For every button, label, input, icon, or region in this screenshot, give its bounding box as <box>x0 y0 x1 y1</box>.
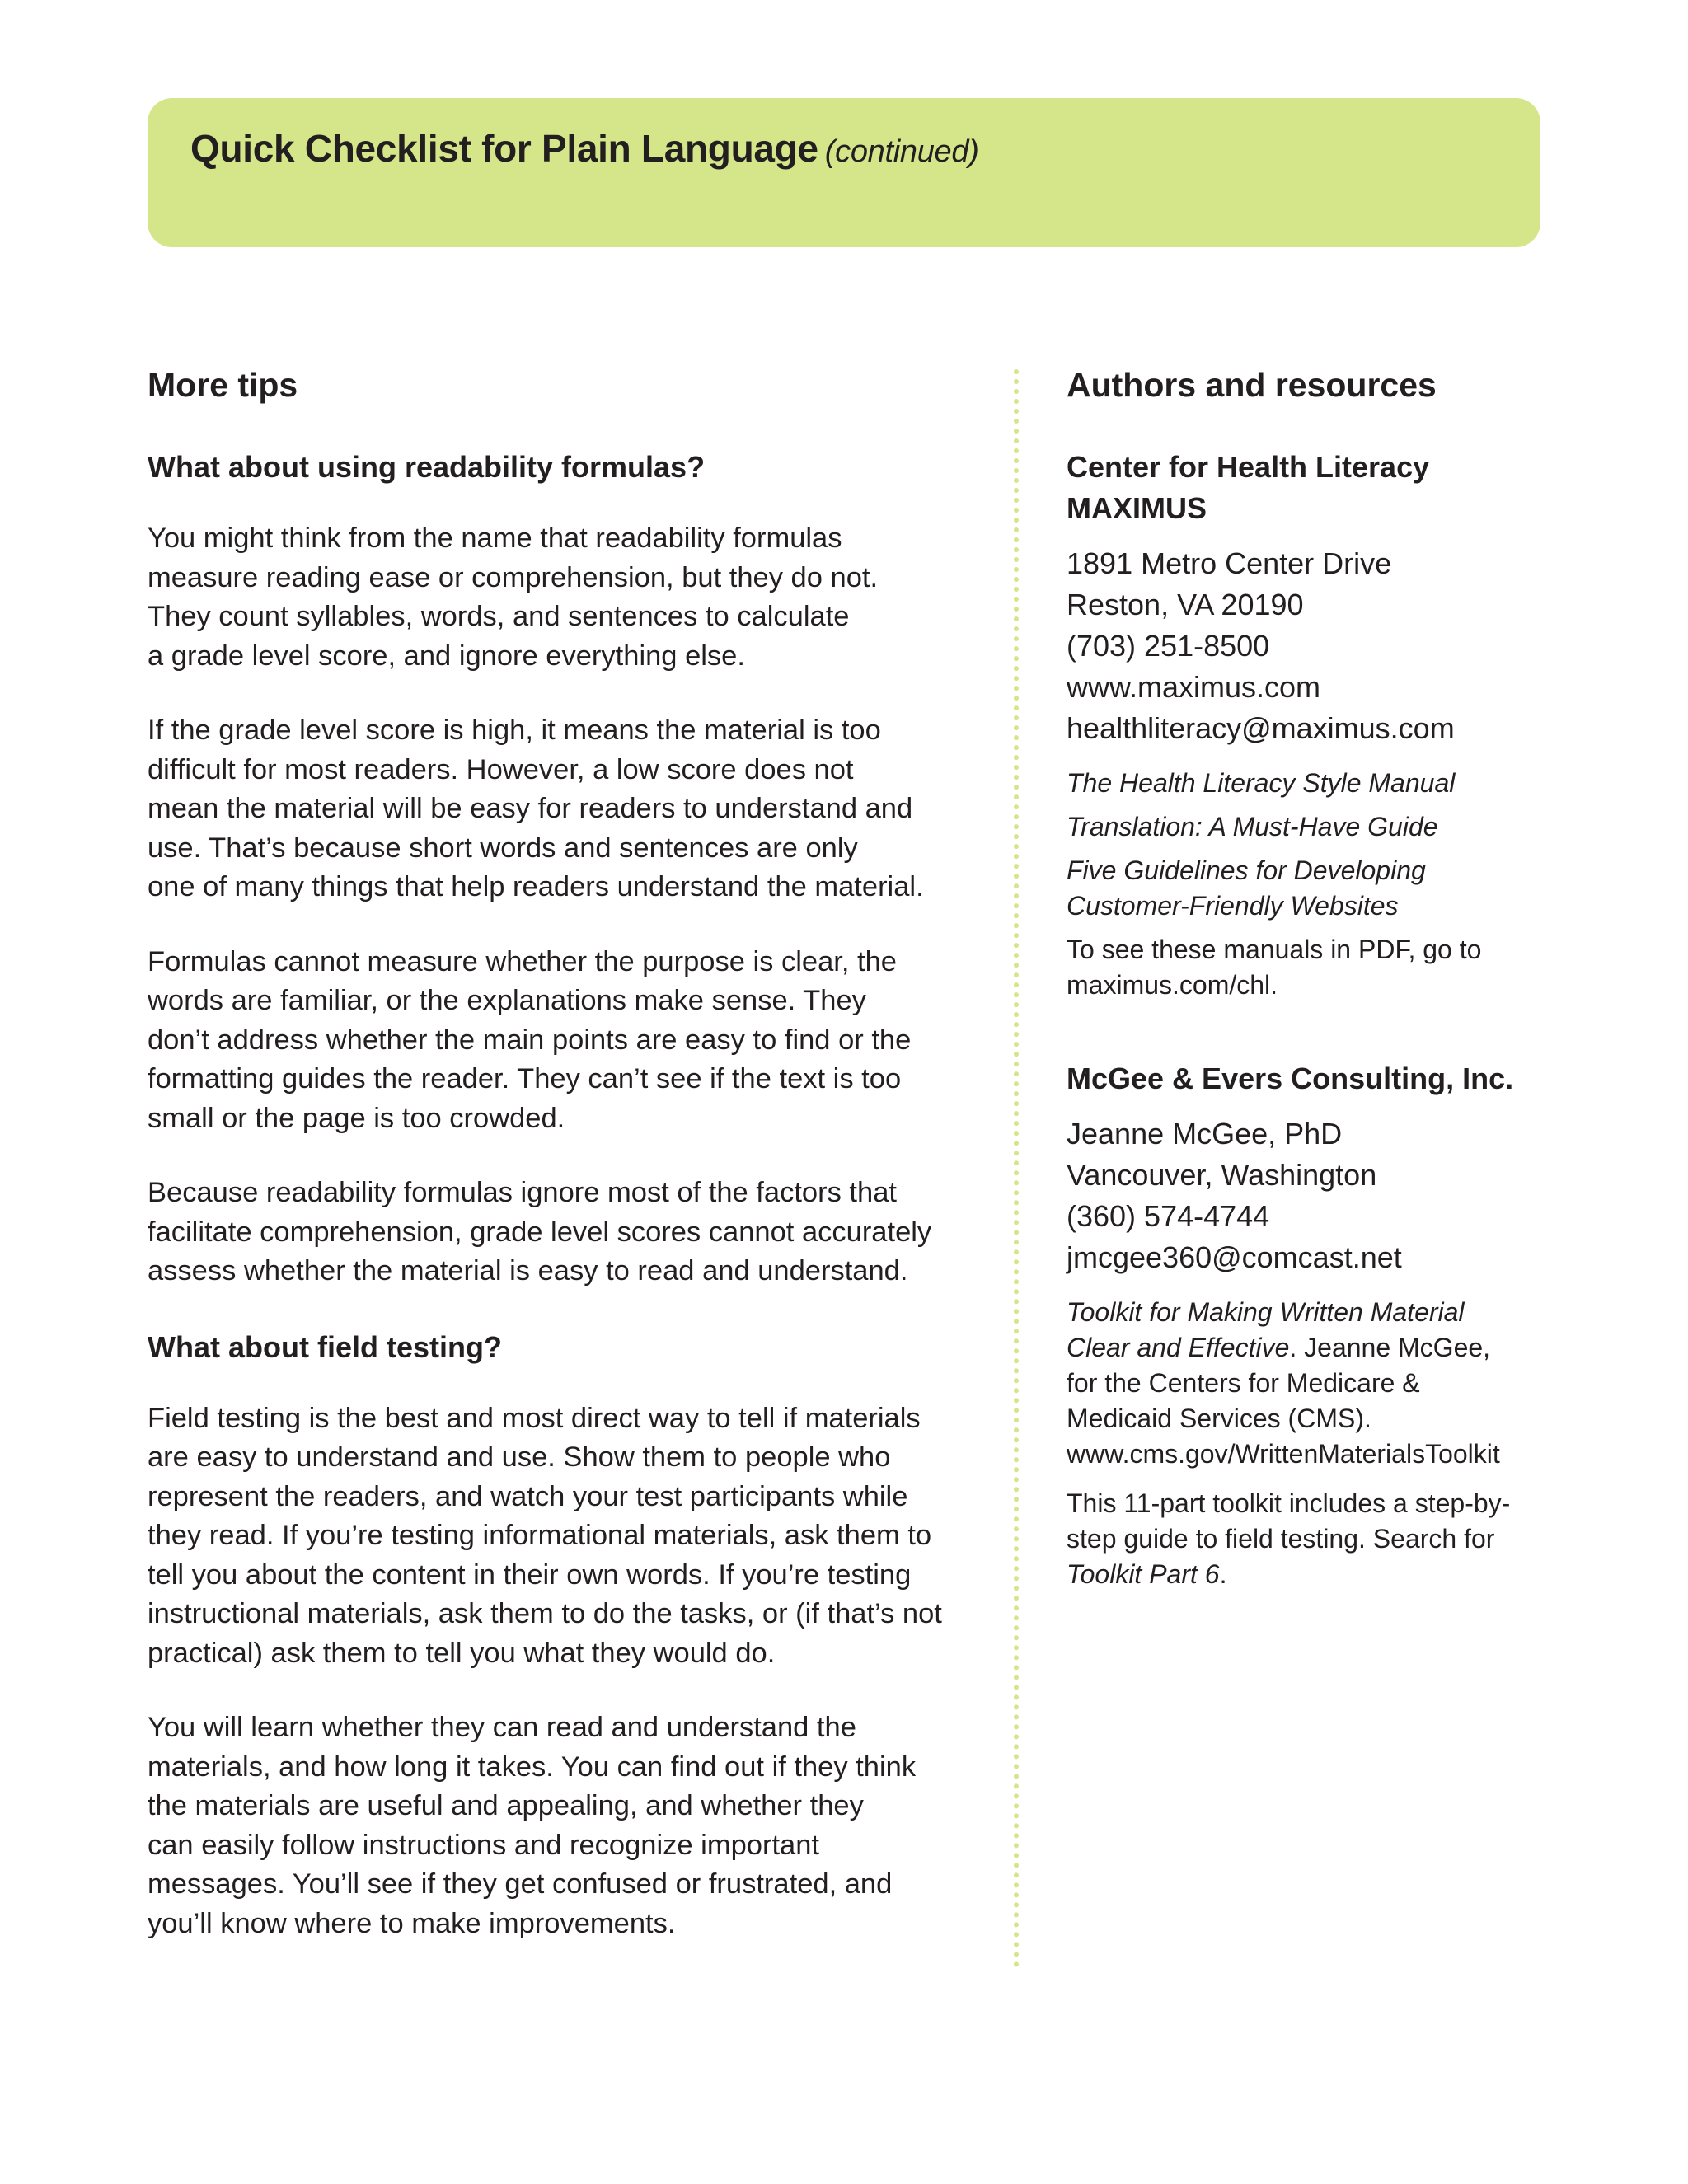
publication-five-guidelines-line-2: Customer-Friendly Websites <box>1067 891 1399 921</box>
publication-translation-guide: Translation: A Must-Have Guide <box>1067 812 1438 841</box>
manuals-pdf-link[interactable]: maximus.com/chl. <box>1067 970 1278 1000</box>
readability-paragraph-1: You might think from the name that readability formulas measure reading ease or comprehension, but they do not. They count syllables, words, and sentences to calculate a grade level score, and ignore everything else. <box>148 523 879 672</box>
mcgee-person: Jeanne McGee, PhD <box>1067 1117 1343 1151</box>
column-divider <box>1014 369 1019 1968</box>
toolkit-citation-text <box>1067 1295 1561 1472</box>
manuals-pdf-note-line-1: To see these manuals in PDF, go to <box>1067 935 1482 964</box>
toolkit-citation <box>1067 1295 1561 1592</box>
authors-heading: Authors and resources <box>1067 366 1437 404</box>
header-band <box>148 98 1540 247</box>
toolkit-note <box>1067 1486 1561 1592</box>
readability-question: What about using readability formulas? <box>148 450 706 484</box>
readability-paragraph-2: If the grade level score is high, it means the material is too difficult for most readers. However, a low score does not mean the material will be easy for readers to understand and use. That’s because short words and sentences are only one of many things that help readers understand the material. <box>148 715 924 902</box>
toolkit-line-3: for the Centers for Medicare & <box>1067 1368 1420 1398</box>
page-title-text: Quick Checklist for Plain Language <box>190 127 818 170</box>
readability-paragraph-4: Because readability formulas ignore most of the factors that facilitate comprehension, grade level scores cannot accurately assess whether the material is easy to read and understand. <box>148 1177 932 1286</box>
mcgee-phone: (360) 574-4744 <box>1067 1199 1270 1233</box>
toolkit-note-end: . <box>1219 1559 1227 1589</box>
right-column <box>1067 364 1561 1592</box>
field-testing-paragraph-1: Field testing is the best and most direct way to tell if materials are easy to understand and use. Show them to people who represent the readers, and watch your test participants while they read. If you’re testing informational materials, ask them to tell you about the content in their own words. If you’re testing instructional materials, ask them to do the tasks, or (if that’s not practical) ask them to tell you what they would do. <box>148 1402 942 1669</box>
org-maximus <box>1067 447 1561 1003</box>
field-testing-paragraph-2: You will learn whether they can read and understand the materials, and how long it takes. You can find out if they think the materials are useful and appealing, and whether they can easily follow instructions and recognize important messages. You’ll see if they get confused or frustrated, and you’ll know where to make improvements. <box>148 1712 917 1939</box>
maximus-contact <box>1067 543 1561 749</box>
mcgee-city: Vancouver, Washington <box>1067 1158 1377 1192</box>
publication-style-manual: The Health Literacy Style Manual <box>1067 768 1456 798</box>
maximus-publications <box>1067 766 1561 1003</box>
org-name-line-2: MAXIMUS <box>1067 491 1207 525</box>
mcgee-contact <box>1067 1113 1561 1278</box>
page-subtitle: (continued) <box>824 134 979 169</box>
org-name-mcgee: McGee & Evers Consulting, Inc. <box>1067 1062 1514 1095</box>
toolkit-line-4: Medicaid Services (CMS). <box>1067 1404 1372 1433</box>
maximus-website-link[interactable]: www.maximus.com <box>1067 670 1321 704</box>
toolkit-note-ref: Toolkit Part 6 <box>1067 1559 1220 1589</box>
field-testing-question: What about field testing? <box>148 1329 502 1364</box>
toolkit-title-line-1: Toolkit for Making Written Material <box>1067 1297 1465 1327</box>
publication-five-guidelines-line-1: Five Guidelines for Developing <box>1067 855 1426 885</box>
toolkit-title-line-2: Clear and Effective <box>1067 1333 1290 1362</box>
publication-five-guidelines <box>1067 853 1561 924</box>
toolkit-note-line-1: This 11-part toolkit includes a step-by- <box>1067 1488 1511 1518</box>
toolkit-author: . Jeanne McGee, <box>1289 1333 1491 1362</box>
maximus-address: 1891 Metro Center Drive <box>1067 546 1392 580</box>
maximus-email-link[interactable]: healthliteracy@maximus.com <box>1067 711 1455 745</box>
more-tips-heading: More tips <box>148 366 298 404</box>
left-column <box>148 364 972 1979</box>
maximus-city: Reston, VA 20190 <box>1067 588 1304 621</box>
mcgee-email-link[interactable]: jmcgee360@comcast.net <box>1067 1240 1402 1274</box>
org-name-line-1: Center for Health Literacy <box>1067 450 1430 484</box>
readability-paragraph-3: Formulas cannot measure whether the purpose is clear, the words are familiar, or the explanations make sense. They don’t address whether the main points are easy to find or the formatting guides the reader. They can’t see if the text is too small or the page is too crowded. <box>148 945 912 1134</box>
manuals-pdf-note <box>1067 932 1561 1003</box>
page-title <box>190 126 979 171</box>
maximus-phone: (703) 251-8500 <box>1067 629 1270 663</box>
toolkit-note-line-2: step guide to field testing. Search for <box>1067 1524 1495 1554</box>
toolkit-url-link[interactable]: www.cms.gov/WrittenMaterialsToolkit <box>1067 1439 1500 1469</box>
org-mcgee-evers <box>1067 1058 1561 1592</box>
